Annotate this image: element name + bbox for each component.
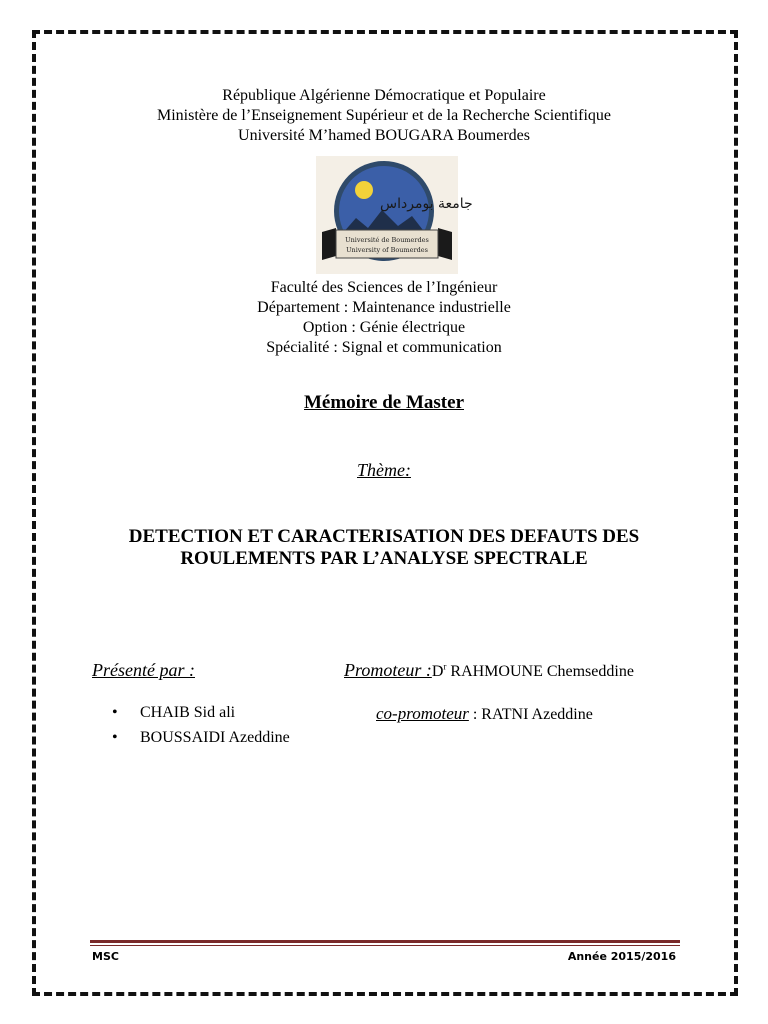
footer-rule-thin <box>90 945 680 946</box>
footer-rule <box>90 940 680 943</box>
student-item <box>112 729 290 747</box>
promoteur-name: RAHMOUNE Chemseddine <box>446 663 634 680</box>
university-line: Université M’hamed BOUGARA Boumerdes <box>238 127 530 144</box>
university-logo <box>316 156 473 274</box>
logo-arabic-text: جامعة بومرداس <box>380 196 473 212</box>
bullet: • <box>112 729 118 746</box>
faculty-line: Faculté des Sciences de l’Ingénieur <box>270 279 498 296</box>
student-name: BOUSSAIDI Azeddine <box>140 729 290 746</box>
thesis-title <box>0 526 768 570</box>
department-line: Département : Maintenance industrielle <box>257 299 511 316</box>
copromoteur-name: : RATNI Azeddine <box>468 706 593 723</box>
footer-year: Année 2015/2016 <box>567 950 676 963</box>
bullet: • <box>112 704 118 721</box>
option-line: Option : Génie électrique <box>302 319 466 336</box>
promoteur-title-sup: r <box>443 661 447 672</box>
student-name: CHAIB Sid ali <box>140 704 236 721</box>
institution-header <box>0 86 768 146</box>
presented-by-label: Présenté par : <box>92 660 195 680</box>
title-line-2: ROULEMENTS PAR L’ANALYSE SPECTRALE <box>180 548 588 569</box>
speciality-line: Spécialité : Signal et communication <box>266 339 502 356</box>
republic-line: République Algérienne Démocratique et Populaire <box>222 87 546 104</box>
faculty-block <box>0 278 768 358</box>
copromoteur-label: co-promoteur <box>376 704 469 723</box>
promoteur-label: Promoteur : <box>344 660 432 680</box>
promoteur-title: D <box>431 663 444 680</box>
logo-banner-line2: University of Boumerdes <box>346 246 428 254</box>
copromoteur-line <box>376 704 593 724</box>
title-line-1: DETECTION ET CARACTERISATION DES DEFAUTS DES <box>128 526 640 547</box>
ministry-line: Ministère de l’Enseignement Supérieur et de la Recherche Scientifique <box>156 107 612 124</box>
memoire-heading: Mémoire de Master <box>303 392 464 413</box>
theme-label: Thème: <box>357 460 411 480</box>
logo-banner-line1: Université de Boumerdes <box>345 236 429 244</box>
promoteur-line <box>344 660 634 681</box>
student-item <box>112 704 235 722</box>
footer-left: MSC <box>92 950 119 963</box>
